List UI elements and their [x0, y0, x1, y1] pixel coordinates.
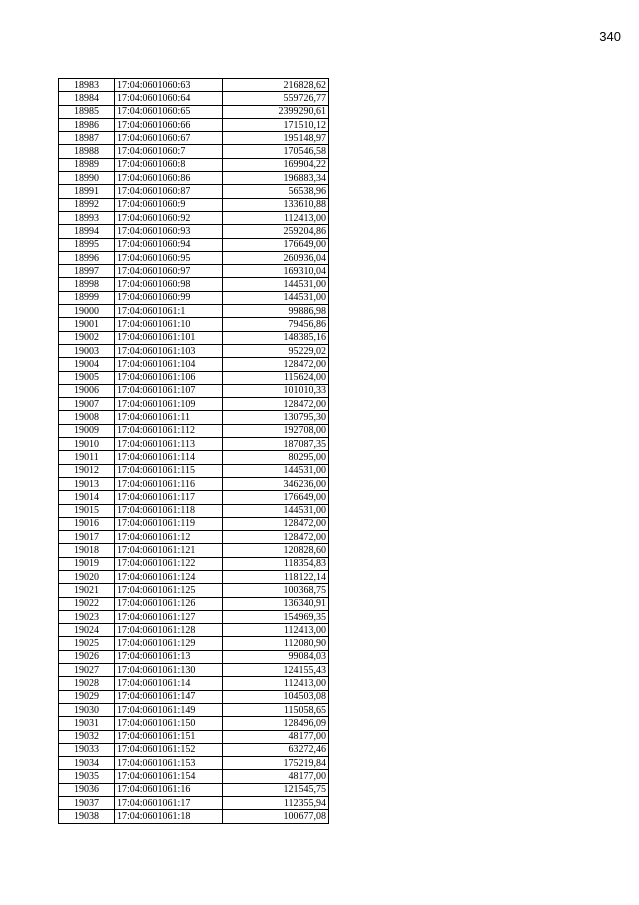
value-cell: 112413,00	[223, 211, 329, 224]
table-row	[59, 650, 329, 663]
row-number-cell: 19033	[59, 743, 115, 756]
table-row	[59, 477, 329, 490]
table-row	[59, 172, 329, 185]
cadastral-number-cell: 17:04:0601060:98	[115, 278, 223, 291]
cadastral-number-cell: 17:04:0601060:9	[115, 198, 223, 211]
cadastral-number-cell: 17:04:0601061:109	[115, 398, 223, 411]
row-number-cell: 18992	[59, 198, 115, 211]
table-row	[59, 185, 329, 198]
table-row	[59, 145, 329, 158]
row-number-cell: 19026	[59, 650, 115, 663]
cadastral-number-cell: 17:04:0601060:92	[115, 211, 223, 224]
row-number-cell: 19027	[59, 664, 115, 677]
value-cell: 121545,75	[223, 783, 329, 796]
cadastral-number-cell: 17:04:0601061:107	[115, 384, 223, 397]
cadastral-number-cell: 17:04:0601060:93	[115, 225, 223, 238]
table-row	[59, 544, 329, 557]
table-row	[59, 384, 329, 397]
cadastral-number-cell: 17:04:0601061:153	[115, 757, 223, 770]
table-row	[59, 118, 329, 131]
table-row	[59, 424, 329, 437]
row-number-cell: 19036	[59, 783, 115, 796]
table-row	[59, 318, 329, 331]
row-number-cell: 18983	[59, 79, 115, 92]
table-row	[59, 730, 329, 743]
cadastral-number-cell: 17:04:0601061:121	[115, 544, 223, 557]
row-number-cell: 19015	[59, 504, 115, 517]
table-row	[59, 770, 329, 783]
row-number-cell: 19016	[59, 517, 115, 530]
row-number-cell: 19020	[59, 570, 115, 583]
cadastral-number-cell: 17:04:0601060:65	[115, 105, 223, 118]
row-number-cell: 19025	[59, 637, 115, 650]
table-row	[59, 411, 329, 424]
value-cell: 154969,35	[223, 610, 329, 623]
cadastral-number-cell: 17:04:0601061:106	[115, 371, 223, 384]
value-cell: 95229,02	[223, 344, 329, 357]
row-number-cell: 19003	[59, 344, 115, 357]
row-number-cell: 19014	[59, 491, 115, 504]
cadastral-number-cell: 17:04:0601061:113	[115, 438, 223, 451]
table-row	[59, 717, 329, 730]
row-number-cell: 19018	[59, 544, 115, 557]
table-row	[59, 132, 329, 145]
cadastral-number-cell: 17:04:0601060:66	[115, 118, 223, 131]
table-row	[59, 743, 329, 756]
cadastral-number-cell: 17:04:0601061:149	[115, 703, 223, 716]
table-row	[59, 797, 329, 810]
cadastral-number-cell: 17:04:0601061:115	[115, 464, 223, 477]
table-row	[59, 291, 329, 304]
row-number-cell: 19004	[59, 358, 115, 371]
table-row	[59, 517, 329, 530]
table-row	[59, 451, 329, 464]
cadastral-number-cell: 17:04:0601061:10	[115, 318, 223, 331]
value-cell: 176649,00	[223, 238, 329, 251]
cadastral-number-cell: 17:04:0601061:129	[115, 637, 223, 650]
value-cell: 169310,04	[223, 265, 329, 278]
table-row	[59, 198, 329, 211]
value-cell: 63272,46	[223, 743, 329, 756]
cadastral-number-cell: 17:04:0601061:127	[115, 610, 223, 623]
value-cell: 187087,35	[223, 438, 329, 451]
cadastral-number-cell: 17:04:0601060:87	[115, 185, 223, 198]
value-cell: 559726,77	[223, 92, 329, 105]
cadastral-number-cell: 17:04:0601060:95	[115, 251, 223, 264]
row-number-cell: 19012	[59, 464, 115, 477]
row-number-cell: 19007	[59, 398, 115, 411]
value-cell: 128496,09	[223, 717, 329, 730]
cadastral-number-cell: 17:04:0601061:154	[115, 770, 223, 783]
value-cell: 2399290,61	[223, 105, 329, 118]
row-number-cell: 18997	[59, 265, 115, 278]
cadastral-number-cell: 17:04:0601061:101	[115, 331, 223, 344]
cadastral-number-cell: 17:04:0601060:64	[115, 92, 223, 105]
row-number-cell: 19029	[59, 690, 115, 703]
value-cell: 128472,00	[223, 531, 329, 544]
value-cell: 128472,00	[223, 398, 329, 411]
cadastral-number-cell: 17:04:0601061:118	[115, 504, 223, 517]
value-cell: 192708,00	[223, 424, 329, 437]
row-number-cell: 19031	[59, 717, 115, 730]
table-row	[59, 358, 329, 371]
table-row	[59, 278, 329, 291]
cadastral-number-cell: 17:04:0601061:17	[115, 797, 223, 810]
data-table	[58, 78, 329, 824]
table-row	[59, 757, 329, 770]
table-row	[59, 504, 329, 517]
value-cell: 104503,08	[223, 690, 329, 703]
value-cell: 144531,00	[223, 504, 329, 517]
cadastral-number-cell: 17:04:0601061:18	[115, 810, 223, 823]
table-row	[59, 677, 329, 690]
value-cell: 144531,00	[223, 278, 329, 291]
table-row	[59, 531, 329, 544]
table-row	[59, 225, 329, 238]
cadastral-number-cell: 17:04:0601060:7	[115, 145, 223, 158]
row-number-cell: 19008	[59, 411, 115, 424]
row-number-cell: 18996	[59, 251, 115, 264]
value-cell: 99886,98	[223, 305, 329, 318]
value-cell: 130795,30	[223, 411, 329, 424]
row-number-cell: 18994	[59, 225, 115, 238]
row-number-cell: 19002	[59, 331, 115, 344]
row-number-cell: 19032	[59, 730, 115, 743]
value-cell: 176649,00	[223, 491, 329, 504]
value-cell: 56538,96	[223, 185, 329, 198]
cadastral-number-cell: 17:04:0601060:99	[115, 291, 223, 304]
table-row	[59, 438, 329, 451]
cadastral-number-cell: 17:04:0601061:103	[115, 344, 223, 357]
cadastral-number-cell: 17:04:0601061:150	[115, 717, 223, 730]
value-cell: 144531,00	[223, 464, 329, 477]
row-number-cell: 18986	[59, 118, 115, 131]
cadastral-number-cell: 17:04:0601060:67	[115, 132, 223, 145]
row-number-cell: 18995	[59, 238, 115, 251]
value-cell: 128472,00	[223, 517, 329, 530]
row-number-cell: 19023	[59, 610, 115, 623]
row-number-cell: 19034	[59, 757, 115, 770]
row-number-cell: 19013	[59, 477, 115, 490]
value-cell: 101010,33	[223, 384, 329, 397]
cadastral-number-cell: 17:04:0601061:122	[115, 557, 223, 570]
table-row	[59, 637, 329, 650]
value-cell: 120828,60	[223, 544, 329, 557]
row-number-cell: 19010	[59, 438, 115, 451]
value-cell: 169904,22	[223, 158, 329, 171]
cadastral-number-cell: 17:04:0601061:147	[115, 690, 223, 703]
value-cell: 79456,86	[223, 318, 329, 331]
value-cell: 259204,86	[223, 225, 329, 238]
cadastral-number-cell: 17:04:0601060:86	[115, 172, 223, 185]
row-number-cell: 19030	[59, 703, 115, 716]
row-number-cell: 18989	[59, 158, 115, 171]
table-row	[59, 570, 329, 583]
table-row	[59, 664, 329, 677]
row-number-cell: 19022	[59, 597, 115, 610]
row-number-cell: 18985	[59, 105, 115, 118]
value-cell: 118122,14	[223, 570, 329, 583]
value-cell: 148385,16	[223, 331, 329, 344]
value-cell: 346236,00	[223, 477, 329, 490]
table-row	[59, 344, 329, 357]
cadastral-number-cell: 17:04:0601061:126	[115, 597, 223, 610]
value-cell: 171510,12	[223, 118, 329, 131]
value-cell: 115058,65	[223, 703, 329, 716]
row-number-cell: 19037	[59, 797, 115, 810]
row-number-cell: 18993	[59, 211, 115, 224]
table-row	[59, 251, 329, 264]
row-number-cell: 19005	[59, 371, 115, 384]
row-number-cell: 19021	[59, 584, 115, 597]
value-cell: 112355,94	[223, 797, 329, 810]
value-cell: 100677,08	[223, 810, 329, 823]
table-row	[59, 331, 329, 344]
cadastral-number-cell: 17:04:0601060:97	[115, 265, 223, 278]
cadastral-number-cell: 17:04:0601061:112	[115, 424, 223, 437]
value-cell: 124155,43	[223, 664, 329, 677]
row-number-cell: 19000	[59, 305, 115, 318]
cadastral-number-cell: 17:04:0601061:151	[115, 730, 223, 743]
row-number-cell: 19011	[59, 451, 115, 464]
row-number-cell: 19035	[59, 770, 115, 783]
cadastral-number-cell: 17:04:0601061:124	[115, 570, 223, 583]
value-cell: 133610,88	[223, 198, 329, 211]
cadastral-number-cell: 17:04:0601061:16	[115, 783, 223, 796]
value-cell: 99084,03	[223, 650, 329, 663]
cadastral-number-cell: 17:04:0601061:114	[115, 451, 223, 464]
row-number-cell: 18990	[59, 172, 115, 185]
table-row	[59, 158, 329, 171]
row-number-cell: 18998	[59, 278, 115, 291]
cadastral-number-cell: 17:04:0601061:119	[115, 517, 223, 530]
table-row	[59, 783, 329, 796]
page-number: 340	[599, 29, 621, 44]
row-number-cell: 19038	[59, 810, 115, 823]
value-cell: 195148,97	[223, 132, 329, 145]
value-cell: 112080,90	[223, 637, 329, 650]
row-number-cell: 19009	[59, 424, 115, 437]
table-row	[59, 464, 329, 477]
cadastral-number-cell: 17:04:0601061:117	[115, 491, 223, 504]
cadastral-number-cell: 17:04:0601060:63	[115, 79, 223, 92]
value-cell: 80295,00	[223, 451, 329, 464]
value-cell: 100368,75	[223, 584, 329, 597]
cadastral-number-cell: 17:04:0601061:125	[115, 584, 223, 597]
cadastral-number-cell: 17:04:0601061:11	[115, 411, 223, 424]
value-cell: 196883,34	[223, 172, 329, 185]
value-cell: 118354,83	[223, 557, 329, 570]
table-row	[59, 371, 329, 384]
table-row	[59, 211, 329, 224]
value-cell: 112413,00	[223, 624, 329, 637]
value-cell: 48177,00	[223, 770, 329, 783]
value-cell: 112413,00	[223, 677, 329, 690]
table-row	[59, 690, 329, 703]
table-row	[59, 557, 329, 570]
cadastral-number-cell: 17:04:0601061:104	[115, 358, 223, 371]
row-number-cell: 18984	[59, 92, 115, 105]
table-row	[59, 810, 329, 823]
cadastral-number-cell: 17:04:0601061:128	[115, 624, 223, 637]
cadastral-number-cell: 17:04:0601060:94	[115, 238, 223, 251]
cadastral-number-cell: 17:04:0601061:14	[115, 677, 223, 690]
value-cell: 175219,84	[223, 757, 329, 770]
row-number-cell: 18999	[59, 291, 115, 304]
cadastral-number-cell: 17:04:0601061:1	[115, 305, 223, 318]
row-number-cell: 18991	[59, 185, 115, 198]
table-row	[59, 624, 329, 637]
table-row	[59, 398, 329, 411]
value-cell: 144531,00	[223, 291, 329, 304]
cadastral-number-cell: 17:04:0601061:130	[115, 664, 223, 677]
row-number-cell: 19028	[59, 677, 115, 690]
table-row	[59, 597, 329, 610]
value-cell: 128472,00	[223, 358, 329, 371]
cadastral-number-cell: 17:04:0601061:116	[115, 477, 223, 490]
value-cell: 260936,04	[223, 251, 329, 264]
row-number-cell: 18987	[59, 132, 115, 145]
value-cell: 216828,62	[223, 79, 329, 92]
cadastral-number-cell: 17:04:0601061:12	[115, 531, 223, 544]
table-row	[59, 92, 329, 105]
value-cell: 136340,91	[223, 597, 329, 610]
table-row	[59, 703, 329, 716]
value-cell: 115624,00	[223, 371, 329, 384]
table-row	[59, 265, 329, 278]
row-number-cell: 19019	[59, 557, 115, 570]
cadastral-number-cell: 17:04:0601061:152	[115, 743, 223, 756]
table-row	[59, 238, 329, 251]
value-cell: 48177,00	[223, 730, 329, 743]
row-number-cell: 18988	[59, 145, 115, 158]
table-row	[59, 610, 329, 623]
cadastral-number-cell: 17:04:0601061:13	[115, 650, 223, 663]
table-row	[59, 491, 329, 504]
row-number-cell: 19017	[59, 531, 115, 544]
value-cell: 170546,58	[223, 145, 329, 158]
row-number-cell: 19001	[59, 318, 115, 331]
row-number-cell: 19024	[59, 624, 115, 637]
table-row	[59, 79, 329, 92]
row-number-cell: 19006	[59, 384, 115, 397]
table-row	[59, 105, 329, 118]
table-body	[59, 79, 329, 824]
cadastral-number-cell: 17:04:0601060:8	[115, 158, 223, 171]
table-row	[59, 584, 329, 597]
table-row	[59, 305, 329, 318]
